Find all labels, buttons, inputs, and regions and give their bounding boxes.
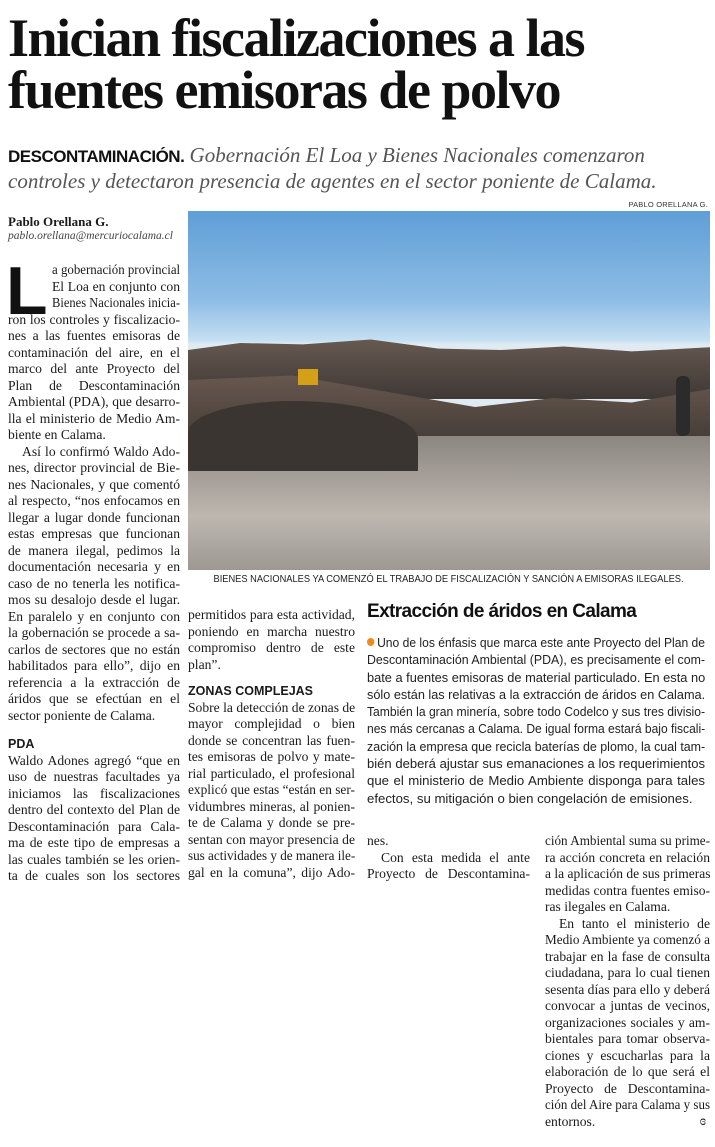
text-line: efectos, su mitigación o bien congelación de emisiones. xyxy=(367,790,693,806)
text-line: de manera ilegal, pedimos la xyxy=(8,542,180,558)
text-line: Sobre la detección de zonas de xyxy=(188,699,356,715)
text-line: documentación necesaria y en xyxy=(8,559,180,574)
text-line: lla el ministerio de Medio Am- xyxy=(8,410,180,426)
text-line: sentan con mayor presencia de xyxy=(188,831,355,847)
text-line: ta de cuales son los sectores xyxy=(8,868,180,883)
text-line: uso de nuestras facultades ya xyxy=(8,769,180,784)
col1-p3 xyxy=(8,753,180,885)
text-line: dentro del contexto del Plan de xyxy=(8,802,180,817)
text-line: nes más cercanas a Calama. De igual forma estará bajo fiscali- xyxy=(367,721,706,737)
col3-p1 xyxy=(367,833,530,850)
text-line: ma de este tipo de empresas a xyxy=(8,835,180,850)
text-line: Descontaminación para Cala- xyxy=(8,818,180,834)
text-line: mos su desalojo desde el lugar. xyxy=(8,592,180,607)
photo-caption: BIENES NACIONALES YA COMENZÓ EL TRABAJO DE FISCALIZACIÓN Y SANCIÓN A EMISORAS ILEGALES. xyxy=(213,574,684,585)
text-line: contaminación del aire, en el xyxy=(8,344,180,360)
text-line: estas empresas que funcionan xyxy=(8,526,180,541)
text-line: carlos de sectores que no están xyxy=(8,641,180,657)
text-line: que el ministerio de Medio Ambiente disponga para tales xyxy=(367,773,705,789)
bullet-icon xyxy=(367,638,374,646)
text-line: Bienes Nacionales inicia- xyxy=(52,295,180,310)
text-line: marco del ante Proyecto del xyxy=(8,361,180,376)
sidebar-box xyxy=(367,601,707,807)
headline xyxy=(8,8,614,120)
text-line: nes Nacionales, y que comentó xyxy=(8,476,180,492)
text-line: sus actividades y de manera ile- xyxy=(188,848,356,863)
deck-line: controles y detectaron presencia de agentes en el sector poniente de Calama. xyxy=(8,169,657,193)
end-mark-icon: ɞ xyxy=(699,1113,706,1129)
text-line: vidumbres mineras, al ponien- xyxy=(188,798,355,814)
text-line: ciones y escucharlas para la xyxy=(545,1047,710,1063)
text-line: En tanto el ministerio de xyxy=(559,915,710,931)
sidebar-text xyxy=(367,634,707,807)
text-line: referencia a la extracción de xyxy=(8,674,180,690)
text-line: plan”. xyxy=(188,656,221,672)
col2-p2 xyxy=(188,700,355,882)
drop-cap: L xyxy=(6,253,48,329)
col4-p1 xyxy=(545,833,710,916)
text-line: En paralelo y en conjunto con xyxy=(8,608,180,624)
text-line: Ambiental (PDA), que desarro- xyxy=(8,394,180,409)
text-line: la gobernación se procede a sa- xyxy=(8,625,180,640)
text-line: caso de no tenerla les notifica- xyxy=(8,575,180,591)
column-3 xyxy=(367,833,530,883)
column-2 xyxy=(188,607,355,881)
col3-p2 xyxy=(367,850,530,883)
text-line: al respecto, “nos enfocamos en xyxy=(8,493,180,508)
text-line: donde se concentran las fuen- xyxy=(188,732,355,748)
text-line: biente en Calama. xyxy=(8,427,106,442)
text-line: ciudadana, para lo cual tienen xyxy=(545,965,710,980)
text-line: organizaciones sociales y am- xyxy=(545,1014,710,1030)
text-line: Así lo confirmó Waldo Ado- xyxy=(22,443,180,459)
article-photo xyxy=(188,211,710,570)
col1-p2 xyxy=(8,444,180,725)
text-line: a la aplicación de sus primeras xyxy=(545,866,711,881)
byline-author: Pablo Orellana G. xyxy=(8,214,109,229)
headline-line: Inician fiscalizaciones a las xyxy=(8,8,584,68)
text-line: poniendo en marcha nuestro xyxy=(188,623,355,639)
column-4 xyxy=(545,833,710,1130)
text-line: áridos que se efectúan en el xyxy=(8,691,180,706)
text-line: sector poniente de Calama. xyxy=(8,707,156,723)
text-line: mayor complejidad o bien xyxy=(188,716,355,731)
col2-p1 xyxy=(188,607,355,673)
text-line: trabajar en la fase de consulta xyxy=(545,948,710,964)
subhead-pda: PDA xyxy=(8,737,35,751)
text-line: ción Ambiental suma su prime- xyxy=(545,833,710,848)
text-line: También la gran minería, sobre todo Codelco y sus tres divisio- xyxy=(367,704,705,720)
text-line: Descontaminación Ambiental (PDA), es precisamente el com- xyxy=(367,652,705,668)
text-line: sesenta días para ello y deberá xyxy=(545,981,710,997)
text-line: nes. xyxy=(367,833,389,848)
column-1 xyxy=(6,253,181,885)
col4-p2 xyxy=(545,916,710,1131)
text-line: a gobernación provincial xyxy=(52,262,181,277)
deck-line xyxy=(8,143,648,169)
sidebar-title: Extracción de áridos en Calama xyxy=(367,601,637,622)
text-line: Uno de los énfasis que marca este ante Proyecto del Plan de xyxy=(367,634,705,651)
deck-kicker: DESCONTAMINACIÓN. xyxy=(8,147,185,166)
text-line: Plan de Descontaminación xyxy=(8,377,180,393)
text-line: bién deberá ajustar sus emanaciones a los requerimientos xyxy=(367,756,705,772)
text-line: Con esta medida el ante xyxy=(381,849,530,865)
text-line: ras ilegales en Calama. xyxy=(545,899,671,914)
col1-p1 xyxy=(8,312,180,444)
col1-p1-dropcap xyxy=(52,262,180,312)
text-line: tes emisoras de polvo y mate- xyxy=(188,749,355,764)
text-line: bate a fuentes emisoras de material particulado. En esta no xyxy=(367,669,706,685)
text-line: compromiso dentro de este xyxy=(188,640,355,655)
text-line: zación la empresa que recicla baterías de plomo, la cual tam- xyxy=(367,738,706,754)
text-line: explicó que estas “están en ser- xyxy=(188,782,355,797)
deck xyxy=(8,143,672,193)
subhead-zonas-complejas: ZONAS COMPLEJAS xyxy=(188,684,314,698)
text-line: ra acción concreta en relación xyxy=(545,849,710,865)
text-line: nes a las fuentes emisoras de xyxy=(8,328,180,343)
text-line: gal en la comuna”, dijo Ado- xyxy=(188,864,355,880)
text-line: nes, director provincial de Bie- xyxy=(8,460,180,475)
headline-line: fuentes emisoras de polvo xyxy=(8,60,560,120)
text-line: las cuales también se les orien- xyxy=(8,851,180,867)
photo-credit: PABLO ORELLANA G. xyxy=(628,200,708,209)
text-line: ron los controles y fiscalizacio- xyxy=(8,311,180,327)
text-line: Medio Ambiente ya comenzó a xyxy=(545,932,710,947)
text-line: convocar a juntas de vecinos, xyxy=(545,998,710,1013)
text-line: El Loa en conjunto con xyxy=(52,278,180,294)
text-line: bientales para tomar observa- xyxy=(545,1031,710,1046)
text-line: habilitados para ello”, dijo en xyxy=(8,658,180,673)
text-line: Proyecto de Descontamina- xyxy=(367,866,530,881)
text-line: rial particulado, el profesional xyxy=(188,765,355,781)
text-line: entornos. xyxy=(545,1113,596,1129)
text-line: elaboración de lo que será el xyxy=(545,1064,710,1079)
text-line: llegar a lugar donde funcionan xyxy=(8,509,180,525)
text-line: sólo están las relativas a la extracción de áridos en Calama. xyxy=(367,686,706,702)
text-line: permitidos para esta actividad, xyxy=(188,607,355,622)
text-line: iniciamos las fiscalizaciones xyxy=(8,785,180,801)
text-line: Waldo Adones agregó “que en xyxy=(8,752,180,768)
text-line: Proyecto de Descontamina- xyxy=(545,1080,710,1096)
text-line: te de Calama y donde se pre- xyxy=(188,815,355,830)
deck-text: Gobernación El Loa y Bienes Nacionales comenzaron xyxy=(189,143,645,167)
byline xyxy=(8,214,183,242)
text-line: medidas contra fuentes emiso- xyxy=(545,882,710,898)
text-line: ción del Aire para Calama y sus xyxy=(545,1097,710,1112)
byline-email: pablo.orellana@mercuriocalama.cl xyxy=(8,230,173,242)
